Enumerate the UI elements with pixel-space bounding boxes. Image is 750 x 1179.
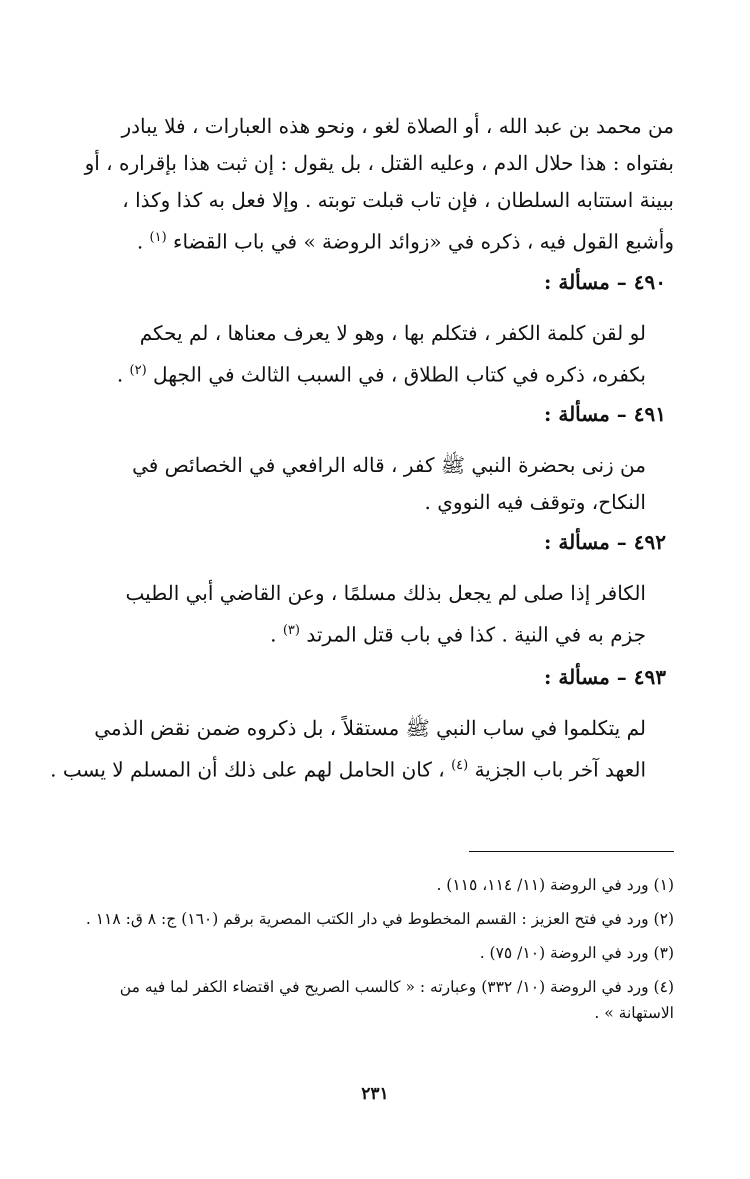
paragraph-line bbox=[80, 352, 646, 394]
footnotes bbox=[76, 872, 674, 1034]
page-body bbox=[50, 108, 674, 789]
footnote-1: (١) ورد في الروضة (١١/ ١١٤، ١١٥) . bbox=[436, 876, 674, 894]
paragraph-line: ببينة استتابه السلطان ، فإن تاب قبلت توبته . وإلا فعل به كذا وكذا ، bbox=[122, 188, 674, 212]
paragraph-end: . bbox=[270, 622, 283, 647]
heading-490: ٤٩٠ – مسألة : bbox=[544, 269, 666, 294]
paragraph-line: من محمد بن عبد الله ، أو الصلاة لغو ، ونحو هذه العبارات ، فلا يبادر bbox=[121, 114, 674, 138]
paragraph-text: العهد آخر باب الجزية bbox=[474, 757, 646, 782]
paragraph-line bbox=[80, 219, 674, 261]
paragraph-end: . bbox=[136, 229, 150, 254]
paragraph-text: ، كان الحامل لهم على ذلك أن المسلم لا يسب . bbox=[50, 757, 452, 782]
footnote-4: (٤) ورد في الروضة (١٠/ ٣٣٢) وعبارته : « كالسب الصريح في اقتضاء الكفر لما فيه من الاستهانة » . bbox=[119, 978, 674, 1022]
paragraph-4 bbox=[80, 575, 674, 654]
footnote-2: (٢) ورد في فتح العزيز : القسم المخطوط في دار الكتب المصرية برقم (١٦٠) ج: ٨ ق: ١١٨ . bbox=[85, 910, 674, 928]
footnote-divider bbox=[469, 851, 674, 852]
paragraph-text: بكفره، ذكره في كتاب الطلاق ، في السبب الثالث في الجهل bbox=[153, 362, 646, 387]
footnote-ref-4[interactable]: (٤) bbox=[451, 757, 469, 773]
paragraph-3 bbox=[80, 447, 674, 521]
paragraph-text: جزم به في النية . كذا في باب قتل المرتد bbox=[306, 622, 646, 647]
paragraph-line: الكافر إذا صلى لم يجعل بذلك مسلمًا ، وعن القاضي أبي الطيب bbox=[125, 581, 646, 606]
heading-493: ٤٩٣ – مسألة : bbox=[544, 664, 666, 689]
heading-492: ٤٩٢ – مسألة : bbox=[544, 530, 666, 555]
footnote-ref-3[interactable]: (٣) bbox=[282, 623, 300, 639]
paragraph-line: لو لقن كلمة الكفر ، فتكلم بها ، وهو لا يعرف معناها ، لم يحكم bbox=[139, 320, 646, 345]
paragraph-line: لم يتكلموا في ساب النبي ﷺ مستقلاً ، بل ذكروه ضمن نقض الذمي bbox=[94, 715, 646, 740]
paragraph-line: من زنى بحضرة النبي ﷺ كفر ، قاله الرافعي في الخصائص في bbox=[132, 453, 646, 478]
paragraph-end: . bbox=[116, 362, 130, 387]
paragraph-line: بفتواه : هذا حلال الدم ، وعليه القتل ، بل يقول : إن ثبت هذا بإقراره ، أو bbox=[84, 151, 674, 175]
page-number: ٢٣١ bbox=[361, 1084, 389, 1104]
paragraph-line: النكاح، وتوقف فيه النووي . bbox=[424, 490, 646, 515]
heading-491: ٤٩١ – مسألة : bbox=[544, 402, 666, 427]
paragraph-1 bbox=[80, 108, 674, 261]
footnote-ref-2[interactable]: (٢) bbox=[129, 362, 147, 378]
paragraph-line bbox=[80, 612, 646, 654]
paragraph-2 bbox=[80, 315, 674, 394]
paragraph-5 bbox=[50, 710, 674, 789]
footnote-ref-1[interactable]: (١) bbox=[149, 230, 167, 245]
paragraph-text: وأشبع القول فيه ، ذكره في «زوائد الروضة » في باب القضاء bbox=[173, 229, 674, 254]
paragraph-line bbox=[50, 747, 646, 789]
footnote-3: (٣) ورد في الروضة (١٠/ ٧٥) . bbox=[479, 944, 674, 962]
